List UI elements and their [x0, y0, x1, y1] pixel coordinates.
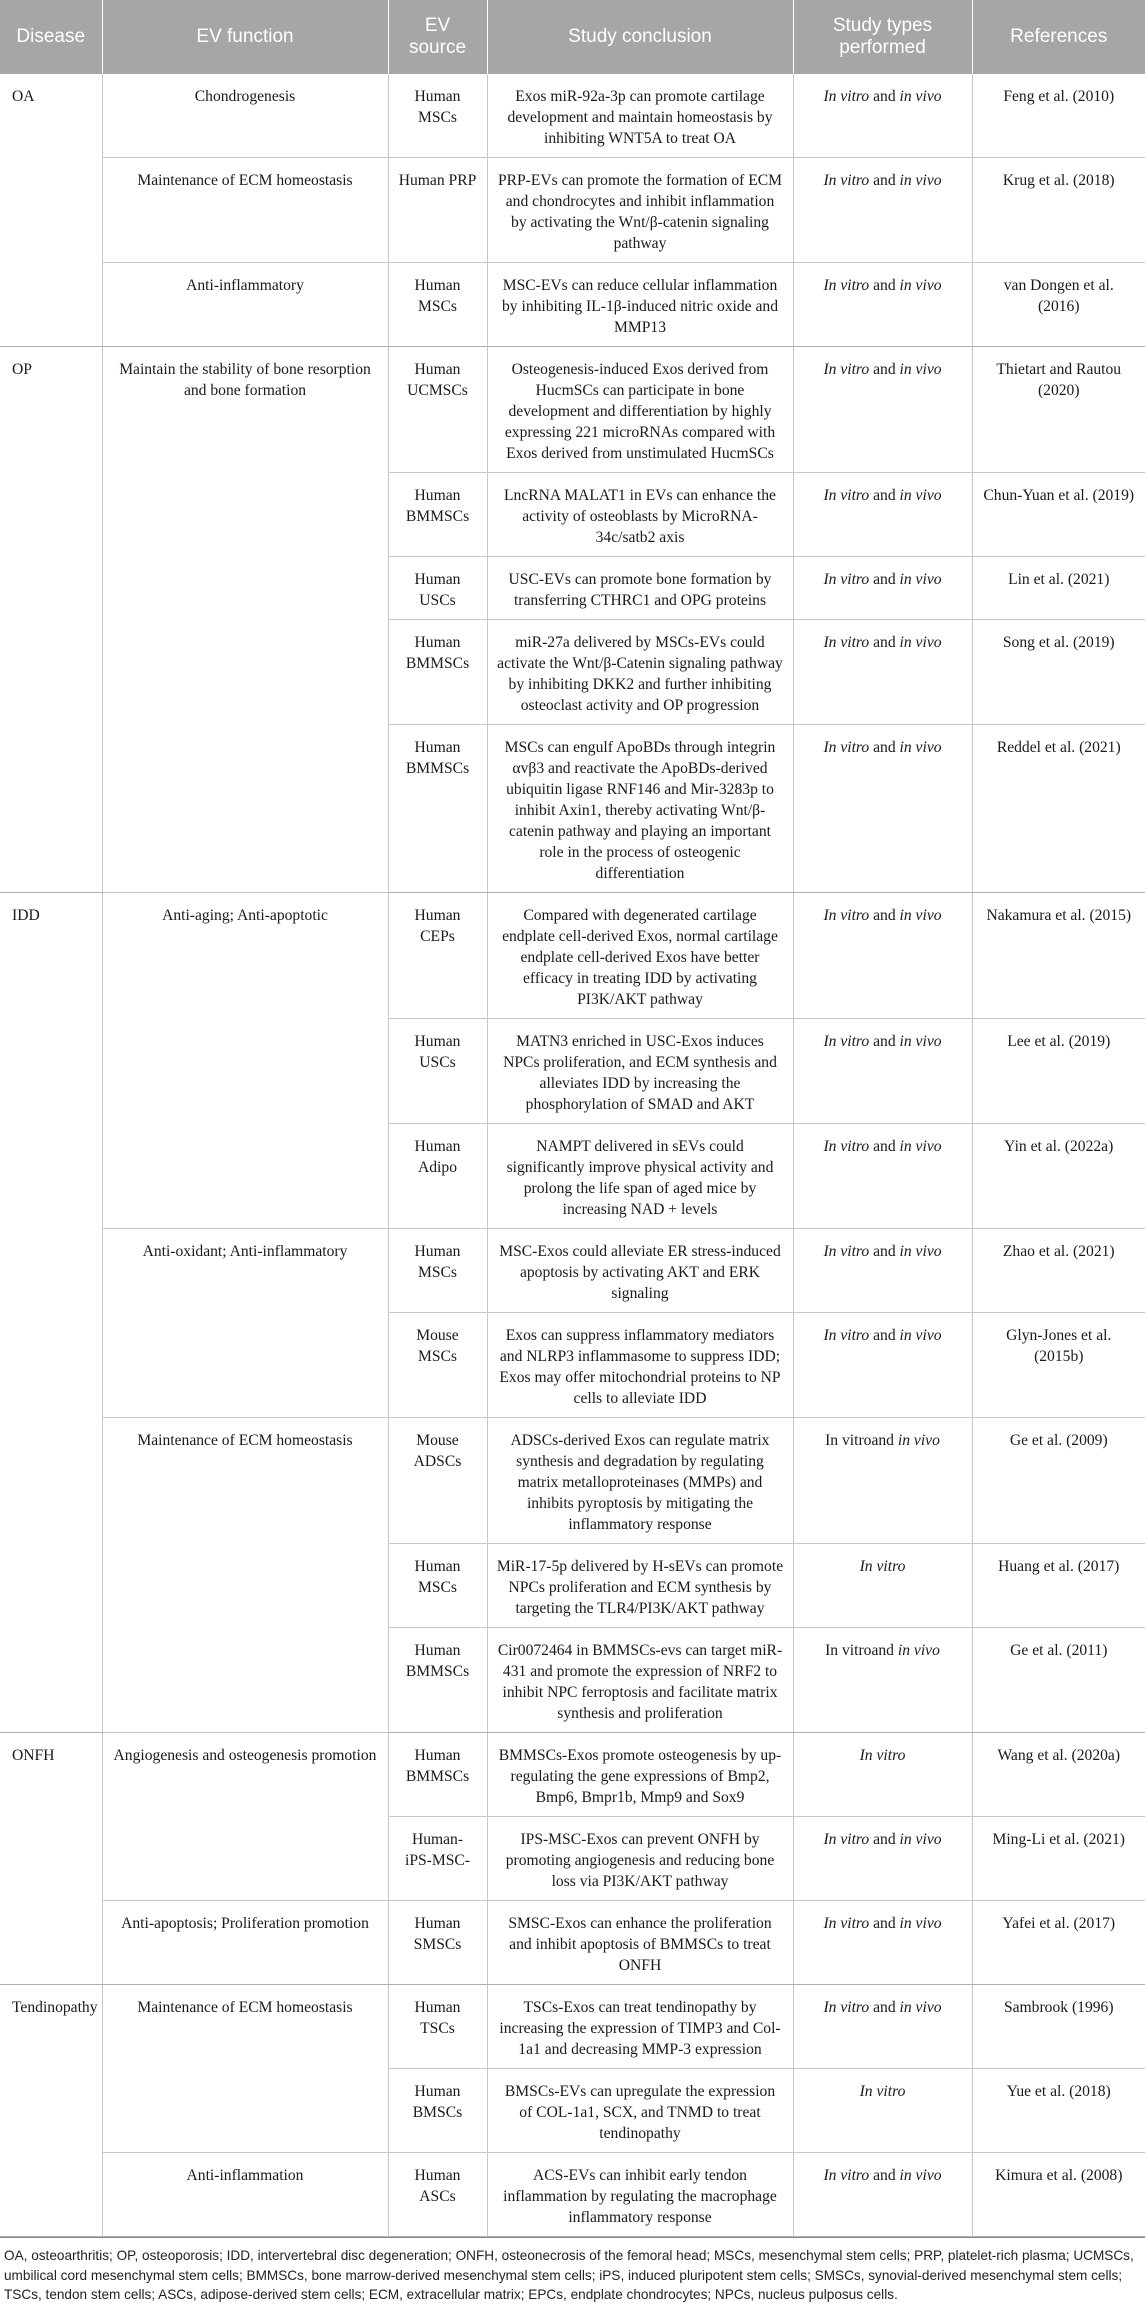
reference-cell: Ge et al. (2011)	[972, 1628, 1145, 1733]
study-conclusion-cell: MSC-Exos could alleviate ER stress-induced apoptosis by activating AKT and ERK signaling	[487, 1229, 793, 1313]
ev-source-cell: Human BMMSCs	[388, 1733, 487, 1817]
study-type-secondary: in vivo	[897, 1432, 940, 1449]
reference-cell: Yin et al. (2022a)	[972, 1124, 1145, 1229]
study-type-primary: In vitro	[823, 907, 870, 924]
ev-source-cell: Human UCMSCs	[388, 347, 487, 473]
study-type-conjunction: and	[869, 1243, 900, 1260]
reference-cell: Yafei et al. (2017)	[972, 1901, 1145, 1985]
ev-source-cell: Human USCs	[388, 1019, 487, 1124]
reference-cell: Krug et al. (2018)	[972, 158, 1145, 263]
table-row	[0, 1733, 1145, 1817]
study-conclusion-cell: PRP-EVs can promote the formation of ECM and chondrocytes and inhibit inflammation by activating the Wnt/β-catenin signaling pathway	[487, 158, 793, 263]
study-type-secondary: in vivo	[899, 1831, 942, 1848]
study-conclusion-cell: Compared with degenerated cartilage endplate cell-derived Exos, normal cartilage endplate cell-derived Exos have better efficacy in treating IDD by activating PI3K/AKT pathway	[487, 893, 793, 1019]
study-type-secondary: in vivo	[899, 739, 942, 756]
study-type-conjunction: and	[869, 1138, 900, 1155]
study-types-cell	[793, 1817, 972, 1901]
study-type-secondary: in vivo	[897, 1642, 940, 1659]
study-type-conjunction: and	[869, 1327, 900, 1344]
study-types-cell	[793, 158, 972, 263]
disease-cell: OP	[0, 347, 102, 893]
table-row	[0, 347, 1145, 473]
study-conclusion-cell: LncRNA MALAT1 in EVs can enhance the activity of osteoblasts by MicroRNA-34c/satb2 axis	[487, 473, 793, 557]
header-study-types: Study types performed	[793, 0, 972, 74]
study-types-cell	[793, 1733, 972, 1817]
study-type-primary: In vitro	[823, 1831, 870, 1848]
ev-function-cell: Anti-inflammation	[102, 2153, 388, 2237]
ev-source-cell: Human MSCs	[388, 1544, 487, 1628]
study-conclusion-cell: MiR-17-5p delivered by H-sEVs can promote NPCs proliferation and ECM synthesis by targeting the TLR4/PI3K/AKT pathway	[487, 1544, 793, 1628]
study-types-cell	[793, 1628, 972, 1733]
disease-cell: Tendinopathy	[0, 1985, 102, 2237]
study-conclusion-cell: MATN3 enriched in USC-Exos induces NPCs proliferation, and ECM synthesis and alleviates IDD by increasing the phosphorylation of SMAD and AKT	[487, 1019, 793, 1124]
study-types-cell	[793, 725, 972, 893]
header-study-conclusion: Study conclusion	[487, 0, 793, 74]
study-type-primary: In vitro	[823, 1915, 870, 1932]
study-type-conjunction: and	[869, 1831, 900, 1848]
study-types-cell	[793, 1019, 972, 1124]
study-type-conjunction: and	[869, 571, 900, 588]
ev-function-cell: Chondrogenesis	[102, 74, 388, 158]
study-conclusion-cell: BMMSCs-Exos promote osteogenesis by up-regulating the gene expressions of Bmp2, Bmp6, Bmpr1b, Mmp9 and Sox9	[487, 1733, 793, 1817]
study-conclusion-cell: MSC-EVs can reduce cellular inflammation by inhibiting IL-1β-induced nitric oxide and MMP13	[487, 263, 793, 347]
ev-source-cell: Human USCs	[388, 557, 487, 620]
study-types-cell	[793, 1124, 972, 1229]
study-type-secondary: in vivo	[899, 88, 942, 105]
study-types-cell	[793, 1229, 972, 1313]
table-row	[0, 1985, 1145, 2069]
study-type-primary: In vitroand	[825, 1432, 898, 1449]
ev-function-cell: Anti-oxidant; Anti-inflammatory	[102, 1229, 388, 1418]
table-row	[0, 1229, 1145, 1313]
study-type-secondary: in vivo	[899, 907, 942, 924]
study-type-primary: In vitro	[823, 88, 870, 105]
study-types-cell	[793, 1313, 972, 1418]
table-row	[0, 263, 1145, 347]
study-conclusion-cell: USC-EVs can promote bone formation by transferring CTHRC1 and OPG proteins	[487, 557, 793, 620]
ev-source-cell: Mouse ADSCs	[388, 1418, 487, 1544]
ev-function-cell: Maintain the stability of bone resorption and bone formation	[102, 347, 388, 893]
study-types-cell	[793, 263, 972, 347]
header-ev-source: EV source	[388, 0, 487, 74]
study-type-conjunction: and	[869, 1033, 900, 1050]
reference-cell: Glyn-Jones et al. (2015b)	[972, 1313, 1145, 1418]
study-types-cell	[793, 74, 972, 158]
study-types-cell	[793, 2153, 972, 2237]
ev-function-cell: Anti-inflammatory	[102, 263, 388, 347]
study-type-primary: In vitro	[823, 361, 870, 378]
study-type-primary: In vitro	[823, 1033, 870, 1050]
study-type-secondary: in vivo	[899, 2167, 942, 2184]
study-types-cell	[793, 1418, 972, 1544]
header-disease: Disease	[0, 0, 102, 74]
study-type-primary: In vitro	[823, 172, 870, 189]
reference-cell: Feng et al. (2010)	[972, 74, 1145, 158]
study-types-cell	[793, 1985, 972, 2069]
study-conclusion-cell: TSCs-Exos can treat tendinopathy by increasing the expression of TIMP3 and Col-1a1 and decreasing MMP-3 expression	[487, 1985, 793, 2069]
study-conclusion-cell: NAMPT delivered in sEVs could significantly improve physical activity and prolong the life span of aged mice by increasing NAD + levels	[487, 1124, 793, 1229]
ev-function-cell: Maintenance of ECM homeostasis	[102, 1418, 388, 1733]
study-type-primary: In vitro	[859, 1747, 906, 1764]
reference-cell: Reddel et al. (2021)	[972, 725, 1145, 893]
study-type-conjunction: and	[869, 1915, 900, 1932]
study-type-secondary: in vivo	[899, 1327, 942, 1344]
study-types-cell	[793, 2069, 972, 2153]
ev-source-cell: Human MSCs	[388, 1229, 487, 1313]
ev-source-cell: Human BMMSCs	[388, 620, 487, 725]
study-type-primary: In vitro	[823, 277, 870, 294]
ev-source-cell: Human BMMSCs	[388, 725, 487, 893]
table-row	[0, 74, 1145, 158]
reference-cell: Yue et al. (2018)	[972, 2069, 1145, 2153]
reference-cell: Ge et al. (2009)	[972, 1418, 1145, 1544]
ev-function-cell: Angiogenesis and osteogenesis promotion	[102, 1733, 388, 1901]
study-type-conjunction: and	[869, 361, 900, 378]
disease-cell: OA	[0, 74, 102, 347]
study-conclusion-cell: Cir0072464 in BMMSCs-evs can target miR-431 and promote the expression of NRF2 to inhibit NPC ferroptosis and facilitate matrix synthesis and proliferation	[487, 1628, 793, 1733]
study-type-primary: In vitro	[823, 1138, 870, 1155]
ev-source-cell: Mouse MSCs	[388, 1313, 487, 1418]
study-type-secondary: in vivo	[899, 571, 942, 588]
study-type-primary: In vitro	[823, 634, 870, 651]
ev-source-cell: Human CEPs	[388, 893, 487, 1019]
reference-cell: Sambrook (1996)	[972, 1985, 1145, 2069]
study-type-conjunction: and	[869, 277, 900, 294]
reference-cell: Wang et al. (2020a)	[972, 1733, 1145, 1817]
study-type-conjunction: and	[869, 172, 900, 189]
table-row	[0, 1901, 1145, 1985]
study-type-primary: In vitro	[823, 487, 870, 504]
study-conclusion-cell: Exos can suppress inflammatory mediators and NLRP3 inflammasome to suppress IDD; Exos may offer mitochondrial proteins to NP cells to alleviate IDD	[487, 1313, 793, 1418]
study-types-cell	[793, 620, 972, 725]
ev-source-cell: Human SMSCs	[388, 1901, 487, 1985]
study-type-secondary: in vivo	[899, 277, 942, 294]
disease-cell: ONFH	[0, 1733, 102, 1985]
reference-cell: Chun-Yuan et al. (2019)	[972, 473, 1145, 557]
study-type-conjunction: and	[869, 487, 900, 504]
table-row	[0, 158, 1145, 263]
study-type-secondary: in vivo	[899, 1915, 942, 1932]
ev-function-cell: Maintenance of ECM homeostasis	[102, 1985, 388, 2153]
study-type-primary: In vitro	[823, 571, 870, 588]
reference-cell: Lee et al. (2019)	[972, 1019, 1145, 1124]
study-conclusion-cell: ACS-EVs can inhibit early tendon inflammation by regulating the macrophage inflammatory response	[487, 2153, 793, 2237]
table-row	[0, 1418, 1145, 1544]
study-types-cell	[793, 473, 972, 557]
study-type-secondary: in vivo	[899, 634, 942, 651]
study-conclusion-cell: BMSCs-EVs can upregulate the expression of COL-1a1, SCX, and TNMD to treat tendinopathy	[487, 2069, 793, 2153]
study-conclusion-cell: SMSC-Exos can enhance the proliferation and inhibit apoptosis of BMMSCs to treat ONFH	[487, 1901, 793, 1985]
study-type-secondary: in vivo	[899, 1243, 942, 1260]
study-conclusion-cell: MSCs can engulf ApoBDs through integrin αvβ3 and reactivate the ApoBDs-derived ubiquitin ligase RNF146 and Mir-3283p to inhibit Axin1, thereby activating Wnt/β-catenin pathway and playing an important role in the process of osteogenic differentiation	[487, 725, 793, 893]
study-conclusion-cell: IPS-MSC-Exos can prevent ONFH by promoting angiogenesis and reducing bone loss via PI3K/AKT pathway	[487, 1817, 793, 1901]
header-row	[0, 0, 1145, 74]
ev-source-cell: Human MSCs	[388, 263, 487, 347]
ev-source-cell: Human MSCs	[388, 74, 487, 158]
table-row	[0, 893, 1145, 1019]
ev-source-cell: Human TSCs	[388, 1985, 487, 2069]
study-type-secondary: in vivo	[899, 172, 942, 189]
study-types-cell	[793, 893, 972, 1019]
study-type-primary: In vitro	[823, 1327, 870, 1344]
study-type-conjunction: and	[869, 634, 900, 651]
reference-cell: Zhao et al. (2021)	[972, 1229, 1145, 1313]
study-type-primary: In vitro	[823, 1243, 870, 1260]
study-type-primary: In vitro	[823, 2167, 870, 2184]
reference-cell: Nakamura et al. (2015)	[972, 893, 1145, 1019]
study-type-conjunction: and	[869, 907, 900, 924]
header-references: References	[972, 0, 1145, 74]
study-type-primary: In vitroand	[825, 1642, 898, 1659]
ev-function-cell: Maintenance of ECM homeostasis	[102, 158, 388, 263]
study-type-secondary: in vivo	[899, 487, 942, 504]
study-types-cell	[793, 1544, 972, 1628]
reference-cell: van Dongen et al. (2016)	[972, 263, 1145, 347]
ev-source-cell: Human BMSCs	[388, 2069, 487, 2153]
study-type-primary: In vitro	[823, 1999, 870, 2016]
study-type-primary: In vitro	[823, 739, 870, 756]
ev-function-cell: Anti-apoptosis; Proliferation promotion	[102, 1901, 388, 1985]
study-types-cell	[793, 347, 972, 473]
ev-function-cell: Anti-aging; Anti-apoptotic	[102, 893, 388, 1229]
study-type-secondary: in vivo	[899, 1033, 942, 1050]
study-conclusion-cell: ADSCs-derived Exos can regulate matrix synthesis and degradation by regulating matrix metalloproteinases (MMPs) and inhibits pyroptosis by mitigating the inflammatory response	[487, 1418, 793, 1544]
study-type-conjunction: and	[869, 88, 900, 105]
reference-cell: Huang et al. (2017)	[972, 1544, 1145, 1628]
study-conclusion-cell: Osteogenesis-induced Exos derived from HucmSCs can participate in bone development and differentiation by highly expressing 221 microRNAs compared with Exos derived from unstimulated HucmSCs	[487, 347, 793, 473]
ev-source-cell: Human- iPS-MSC-	[388, 1817, 487, 1901]
study-type-secondary: in vivo	[899, 1138, 942, 1155]
study-type-conjunction: and	[869, 2167, 900, 2184]
ev-source-cell: Human BMMSCs	[388, 1628, 487, 1733]
study-types-cell	[793, 1901, 972, 1985]
study-types-cell	[793, 557, 972, 620]
ev-source-cell: Human Adipo	[388, 1124, 487, 1229]
ev-source-cell: Human PRP	[388, 158, 487, 263]
study-type-conjunction: and	[869, 1999, 900, 2016]
study-type-conjunction: and	[869, 739, 900, 756]
ev-source-cell: Human BMMSCs	[388, 473, 487, 557]
reference-cell: Song et al. (2019)	[972, 620, 1145, 725]
header-ev-function: EV function	[102, 0, 388, 74]
study-type-secondary: in vivo	[899, 1999, 942, 2016]
study-type-primary: In vitro	[859, 1558, 906, 1575]
reference-cell: Ming-Li et al. (2021)	[972, 1817, 1145, 1901]
ev-source-cell: Human ASCs	[388, 2153, 487, 2237]
study-type-primary: In vitro	[859, 2083, 906, 2100]
table-row	[0, 2153, 1145, 2237]
reference-cell: Lin et al. (2021)	[972, 557, 1145, 620]
study-type-secondary: in vivo	[899, 361, 942, 378]
study-conclusion-cell: Exos miR-92a-3p can promote cartilage development and maintain homeostasis by inhibiting WNT5A to treat OA	[487, 74, 793, 158]
reference-cell: Thietart and Rautou (2020)	[972, 347, 1145, 473]
table-footnote: OA, osteoarthritis; OP, osteoporosis; IDD, intervertebral disc degeneration; ONFH, osteonecrosis of the femoral head; MSCs, mesenchymal stem cells; PRP, platelet-rich plasma; UCMSCs, umbilical cord mesenchymal stem cells; BMMSCs, bone marrow-derived mesenchymal stem cells; iPS, induced pluripotent stem cells; SMSCs, synovial-derived mesenchymal stem cells; TSCs, tendon stem cells; ASCs, adipose-derived stem cells; ECM, extracellular matrix; EPCs, endplate chondrocytes; NPCs, nucleus pulposus cells.	[0, 2237, 1145, 2305]
reference-cell: Kimura et al. (2008)	[972, 2153, 1145, 2237]
disease-cell: IDD	[0, 893, 102, 1733]
study-conclusion-cell: miR-27a delivered by MSCs-EVs could activate the Wnt/β-Catenin signaling pathway by inhibiting DKK2 and further inhibiting osteoclast activity and OP progression	[487, 620, 793, 725]
